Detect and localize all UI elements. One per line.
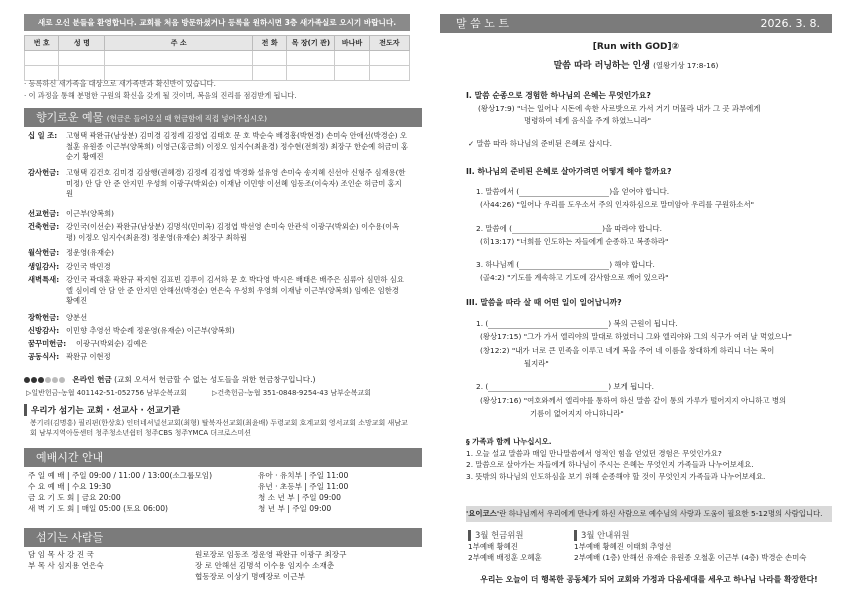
mission-title: 우리가 섬기는 교회 · 선교사 · 선교기관 xyxy=(24,404,180,416)
dots-icon xyxy=(24,376,66,385)
offering-names: 강인국 박민경 xyxy=(66,262,111,271)
offering-names: 고형택 곽완규(남상분) 김미경 김정례 김정엽 김태호 문 호 박순숙 배경흥(박현경) 손미숙 안애선(박경순) 오철훈 유원종 이근부(양복희) 이영근(홍금희) 이정오 임지수(최윤경) 정수현(전희정) 최장구 한순예 허금미 홍순기 황예진 xyxy=(66,131,409,161)
reg-header-no: 번 호 xyxy=(25,36,59,51)
offering-label: 월삭헌금: xyxy=(28,248,60,257)
worship-line: 새 벽 기 도 회 | 매일 05:00 (토요 06:00) xyxy=(28,504,168,513)
offering-label: 생일감사: xyxy=(28,262,60,271)
question-1: I. 말씀 순종으로 경험한 하나님의 은혜는 무엇인가요? xyxy=(466,91,651,100)
committee-line: 1부예배 황혜진 이태희 추영선 xyxy=(574,542,672,551)
offering-committee xyxy=(468,530,542,563)
offering-names: 강인국(이선순) 곽완규(남상분) 김명석(민미옥) 김정엽 박선영 손미숙 안관석 이광구(박외순) 이수용(이옥평) 이정오 임지수(최윤경) 정운영(유재순) 최장구 최하림 xyxy=(66,222,400,242)
worship-times-school xyxy=(258,470,348,514)
worship-line: 금 요 기 도 회 | 금요 20:00 xyxy=(28,493,121,502)
sermon-note-title: 말 씀 노 트 xyxy=(456,17,509,30)
account-building: ▷건축헌금-농협 351-0848-9254-43 남부순복교회 xyxy=(212,389,371,397)
sermon-note-header xyxy=(440,14,832,33)
reg-header-barnabas: 바나바 xyxy=(335,36,369,51)
offering-committee-title: 3월 헌금위원 xyxy=(468,530,542,541)
worship-times-main xyxy=(28,470,212,514)
note-line: · 등록하신 새가족을 대상으로 새가족반과 확신반이 있습니다. xyxy=(24,79,216,88)
q2-item[interactable] xyxy=(476,186,669,197)
verse-line: 명령하여 네게 음식을 주게 하였느니라" xyxy=(524,116,652,125)
blank-suffix: )을 얻어야 합니다. xyxy=(609,187,670,196)
offering-label: 신방감사: xyxy=(28,326,60,335)
question-2: II. 하나님의 준비된 은혜로 살아가려면 어떻게 해야 할까요? xyxy=(466,167,672,176)
offering-row xyxy=(28,222,412,244)
offering-row xyxy=(28,209,412,220)
blank-prefix: 3. 하나님께 ( xyxy=(476,260,520,269)
offering-title: 향기로운 예물 xyxy=(36,111,104,124)
answer-blank[interactable] xyxy=(519,188,609,197)
family-item: 1. 오늘 설교 말씀과 매일 만나말씀에서 영적인 힘을 얻었던 경험은 무엇인가요? xyxy=(466,448,722,458)
pastor-line: 담 임 목 사 강 진 국 xyxy=(28,550,94,559)
question-3: III. 말씀을 따라 살 때 어떤 일이 일어납니까? xyxy=(466,298,622,307)
blank-prefix: 1. 말씀에서 ( xyxy=(476,187,520,196)
verse-line: (왕상17:16) "여호와께서 엘리야를 통하여 하신 말씀 같이 통의 가루가 떨어지지 아니하고 병의 xyxy=(480,396,787,405)
worship-line: 주 일 예 배 | 주일 09:00 / 11:00 / 13:00(소그룹모임) xyxy=(28,471,213,480)
blank-suffix: ) 해야 합니다. xyxy=(609,260,655,269)
reg-header-address: 주 소 xyxy=(105,36,253,51)
usher-committee xyxy=(574,530,806,563)
worship-line: 유아 · 유치부 | 주일 11:00 xyxy=(258,471,349,480)
worship-section-header: 예배시간 안내 xyxy=(24,448,422,467)
offering-names: 강인국 곽대훈 곽완규 곽지현 김표빈 김푸이 김서하 문 호 박다영 박시은 배태은 배주은 심류아 심민하 심요엘 심이레 안 담 안 준 안지민 안해선(박경순) 연은숙 우성희 우영희 이재남 이근부(양복희) 임예은 임한경 황예진 xyxy=(66,275,404,305)
verse-line: 될지라" xyxy=(524,359,549,368)
answer-blank[interactable] xyxy=(488,383,608,392)
oikos-banner xyxy=(466,506,832,522)
verse-line: (히13:17) "너희를 인도하는 자들에게 순종하고 복종하라" xyxy=(480,237,669,246)
usher-committee-title: 3월 안내위원 xyxy=(574,530,806,541)
offering-label: 장학헌금: xyxy=(28,313,60,322)
verse-line: 기름이 없어지지 아니하니라" xyxy=(530,409,624,418)
elder-line: 장 로 안해선 김명석 이수용 임지수 소재춘 xyxy=(195,561,335,570)
family-discussion xyxy=(466,436,832,482)
online-offering xyxy=(24,374,410,385)
oikos-text: 란 하나님께서 우리에게 만나게 하신 사람으로 예수님의 사랑과 도움이 필요한 5-12명의 사람입니다. xyxy=(499,509,823,518)
servants-section-header: 섬기는 사람들 xyxy=(24,528,422,547)
worship-line: 청 소 년 부 | 주일 09:00 xyxy=(258,493,341,502)
offering-names: 고형택 김건호 김미경 김삼행(권혜경) 김정례 김정엽 박경화 설유영 손미숙 송지혜 신선아 신형주 심재용(한미정) 안 담 안 준 안지민 우성희 이광구(박외순) 이재남 이민향 이선혜 임동조(이숙자) 조인순 허금미 홍지원 xyxy=(66,168,406,198)
offering-row xyxy=(28,131,412,163)
family-title: § 가족과 함께 나누십시오. xyxy=(466,437,552,446)
offering-names: 이민향 추영선 박순례 정운영(유재순) 이근부(양복희) xyxy=(66,326,235,335)
answer-blank[interactable] xyxy=(519,261,609,270)
offering-names: 곽완규 이현정 xyxy=(66,352,111,361)
offering-names: 이광구(박외순) 김예은 xyxy=(76,339,148,348)
offering-names: 정운영(유재순) xyxy=(66,248,114,257)
committee-line: 2부예배 배정훈 오혜훈 xyxy=(468,553,542,562)
committee-line: 1부예배 황혜진 xyxy=(468,542,518,551)
family-item: 2. 말씀으로 살아가는 자들에게 하나님이 주시는 은혜는 무엇인지 가족들과 나누어보세요. xyxy=(466,460,754,469)
q3-item[interactable] xyxy=(476,318,678,329)
sermon-reference: (열왕기상 17:8-16) xyxy=(653,61,719,70)
offering-label: 공동식사: xyxy=(28,352,60,361)
offering-label: 새벽특새: xyxy=(28,275,60,284)
sermon-series: [Run with GOD]② xyxy=(592,42,680,52)
q3-item[interactable] xyxy=(476,381,654,392)
elder-line: 원로장로 임동조 정운영 곽완규 이광구 최장구 xyxy=(195,550,347,559)
answer-blank[interactable] xyxy=(488,320,608,329)
blank-suffix: )을 따라야 합니다. xyxy=(602,224,662,233)
church-vision: 우리는 오늘이 더 행복한 공동체가 되어 교회와 가정과 다음세대를 세우고 하나님 나라를 확장한다! xyxy=(480,575,818,584)
reg-header-name: 성 명 xyxy=(59,36,105,51)
q2-item[interactable] xyxy=(476,259,655,270)
offering-row xyxy=(28,248,412,259)
committee-line: 2부예배 (1층) 안해선 유재순 유원종 오철훈 이근부 (4층) 박경순 손미숙 xyxy=(574,553,807,562)
reg-header-group: 목 장(기 관) xyxy=(287,36,335,51)
q2-item[interactable] xyxy=(476,223,662,234)
offering-names: 이근부(양복희) xyxy=(66,209,114,218)
note-line: · 이 과정을 통해 분명한 구원의 확신을 갖게 될 것이며, 복음의 진리를 점검받게 됩니다. xyxy=(24,91,297,100)
welcome-banner: 새로 오신 분들을 환영합니다. 교회를 처음 방문하셨거나 등록을 원하시면 3층 새가족실로 오시기 바랍니다. xyxy=(24,14,410,31)
online-text: (교회 오셔서 헌금할 수 없는 성도들을 위한 헌금창구입니다.) xyxy=(114,375,316,384)
offering-row xyxy=(28,313,412,324)
offering-section-header xyxy=(24,108,422,127)
pastors xyxy=(28,549,104,571)
reg-row[interactable] xyxy=(25,51,410,66)
offering-label: 감사헌금: xyxy=(28,168,60,177)
verse-line: (왕상17:9) "너는 일어나 시돈에 속한 사르밧으로 가서 거기 머물라 내가 그 곳 과부에게 xyxy=(478,104,761,113)
offering-row xyxy=(28,339,412,350)
answer-blank[interactable] xyxy=(512,225,602,234)
offering-row xyxy=(28,262,412,273)
online-title: 온라인 헌금 xyxy=(72,375,112,384)
verse-line: (사44:26) "일어나 우리를 도우소서 주의 인자하심으로 말미암아 우리를 구원하소서" xyxy=(480,200,754,209)
offering-row xyxy=(28,275,412,307)
elder-line: 협동장로 이상기 명예장로 이근부 xyxy=(195,572,305,581)
q1-check: ✓ 말씀 따라 하나님의 준비된 은혜로 삽시다. xyxy=(468,139,613,148)
worship-line: 청 년 부 | 주일 09:00 xyxy=(258,504,332,513)
offering-label: 꿈꾸미헌금: xyxy=(28,339,67,348)
elders xyxy=(195,549,346,582)
account-general: ▷일반헌금-농협 401142-51-052756 남부순복교회 xyxy=(26,389,187,397)
sermon-date: 2026. 3. 8. xyxy=(760,17,820,30)
sermon-title-line xyxy=(440,58,832,71)
offering-names: 양분선 xyxy=(66,313,88,322)
family-item: 3. 뜻밖의 하나님의 인도하심을 보기 위해 순종해야 할 것이 무엇인지 가족들과 나누어보세요. xyxy=(466,471,766,481)
mission-list: 봉기리(김명흥) 필리핀(한상호) 인터네셔널선교회(최형) 탈북자선교회(최윤배) 두령교회 호계교회 영서교회 소망교회 새남교회 남부지역아동센터 청주청소년쉼터 청주CBS 청주YMCA 더크로스미션 xyxy=(30,419,408,437)
offering-label: 선교헌금: xyxy=(28,209,60,218)
pastor-line: 부 목 사 심지용 연은숙 xyxy=(28,561,104,570)
offering-label: 십 일 조: xyxy=(28,131,58,140)
worship-line: 유년 · 초등부 | 주일 11:00 xyxy=(258,482,349,491)
offering-row xyxy=(28,168,412,200)
offering-row xyxy=(28,326,412,337)
verse-line: (왕상17:15) "그가 가서 엘리야의 말대로 하였더니 그와 엘리야와 그의 식구가 여러 날 먹었으나" xyxy=(480,332,792,341)
blank-prefix: 2. 말씀에 ( xyxy=(476,224,513,233)
reg-header-evangelist: 전도자 xyxy=(369,36,409,51)
offering-subtitle: (헌금은 들어오실 때 헌금함에 직접 넣어주십시오) xyxy=(106,114,268,123)
blank-suffix: ) 복의 근원이 됩니다. xyxy=(608,319,678,328)
sermon-title: 말씀 따라 러닝하는 인생 xyxy=(553,61,650,71)
offering-row xyxy=(28,352,412,363)
blank-suffix: ) 보게 됩니다. xyxy=(608,382,654,391)
worship-line: 수 요 예 배 | 수요 19:30 xyxy=(28,482,111,491)
offering-label: 건축헌금: xyxy=(28,222,60,231)
blank-prefix: 1. ( xyxy=(476,319,489,328)
verse-line: (골4:2) "기도를 계속하고 기도에 감사함으로 깨어 있으라" xyxy=(480,273,669,282)
registration-table xyxy=(24,35,410,81)
verse-line: (창12:2) "내가 너로 큰 민족을 이루고 네게 복을 주어 네 이름을 창대하게 하리니 너는 복이 xyxy=(480,346,775,355)
reg-header-phone: 전 화 xyxy=(252,36,286,51)
oikos-label: '요이코스' xyxy=(466,509,500,518)
blank-prefix: 2. ( xyxy=(476,382,489,391)
